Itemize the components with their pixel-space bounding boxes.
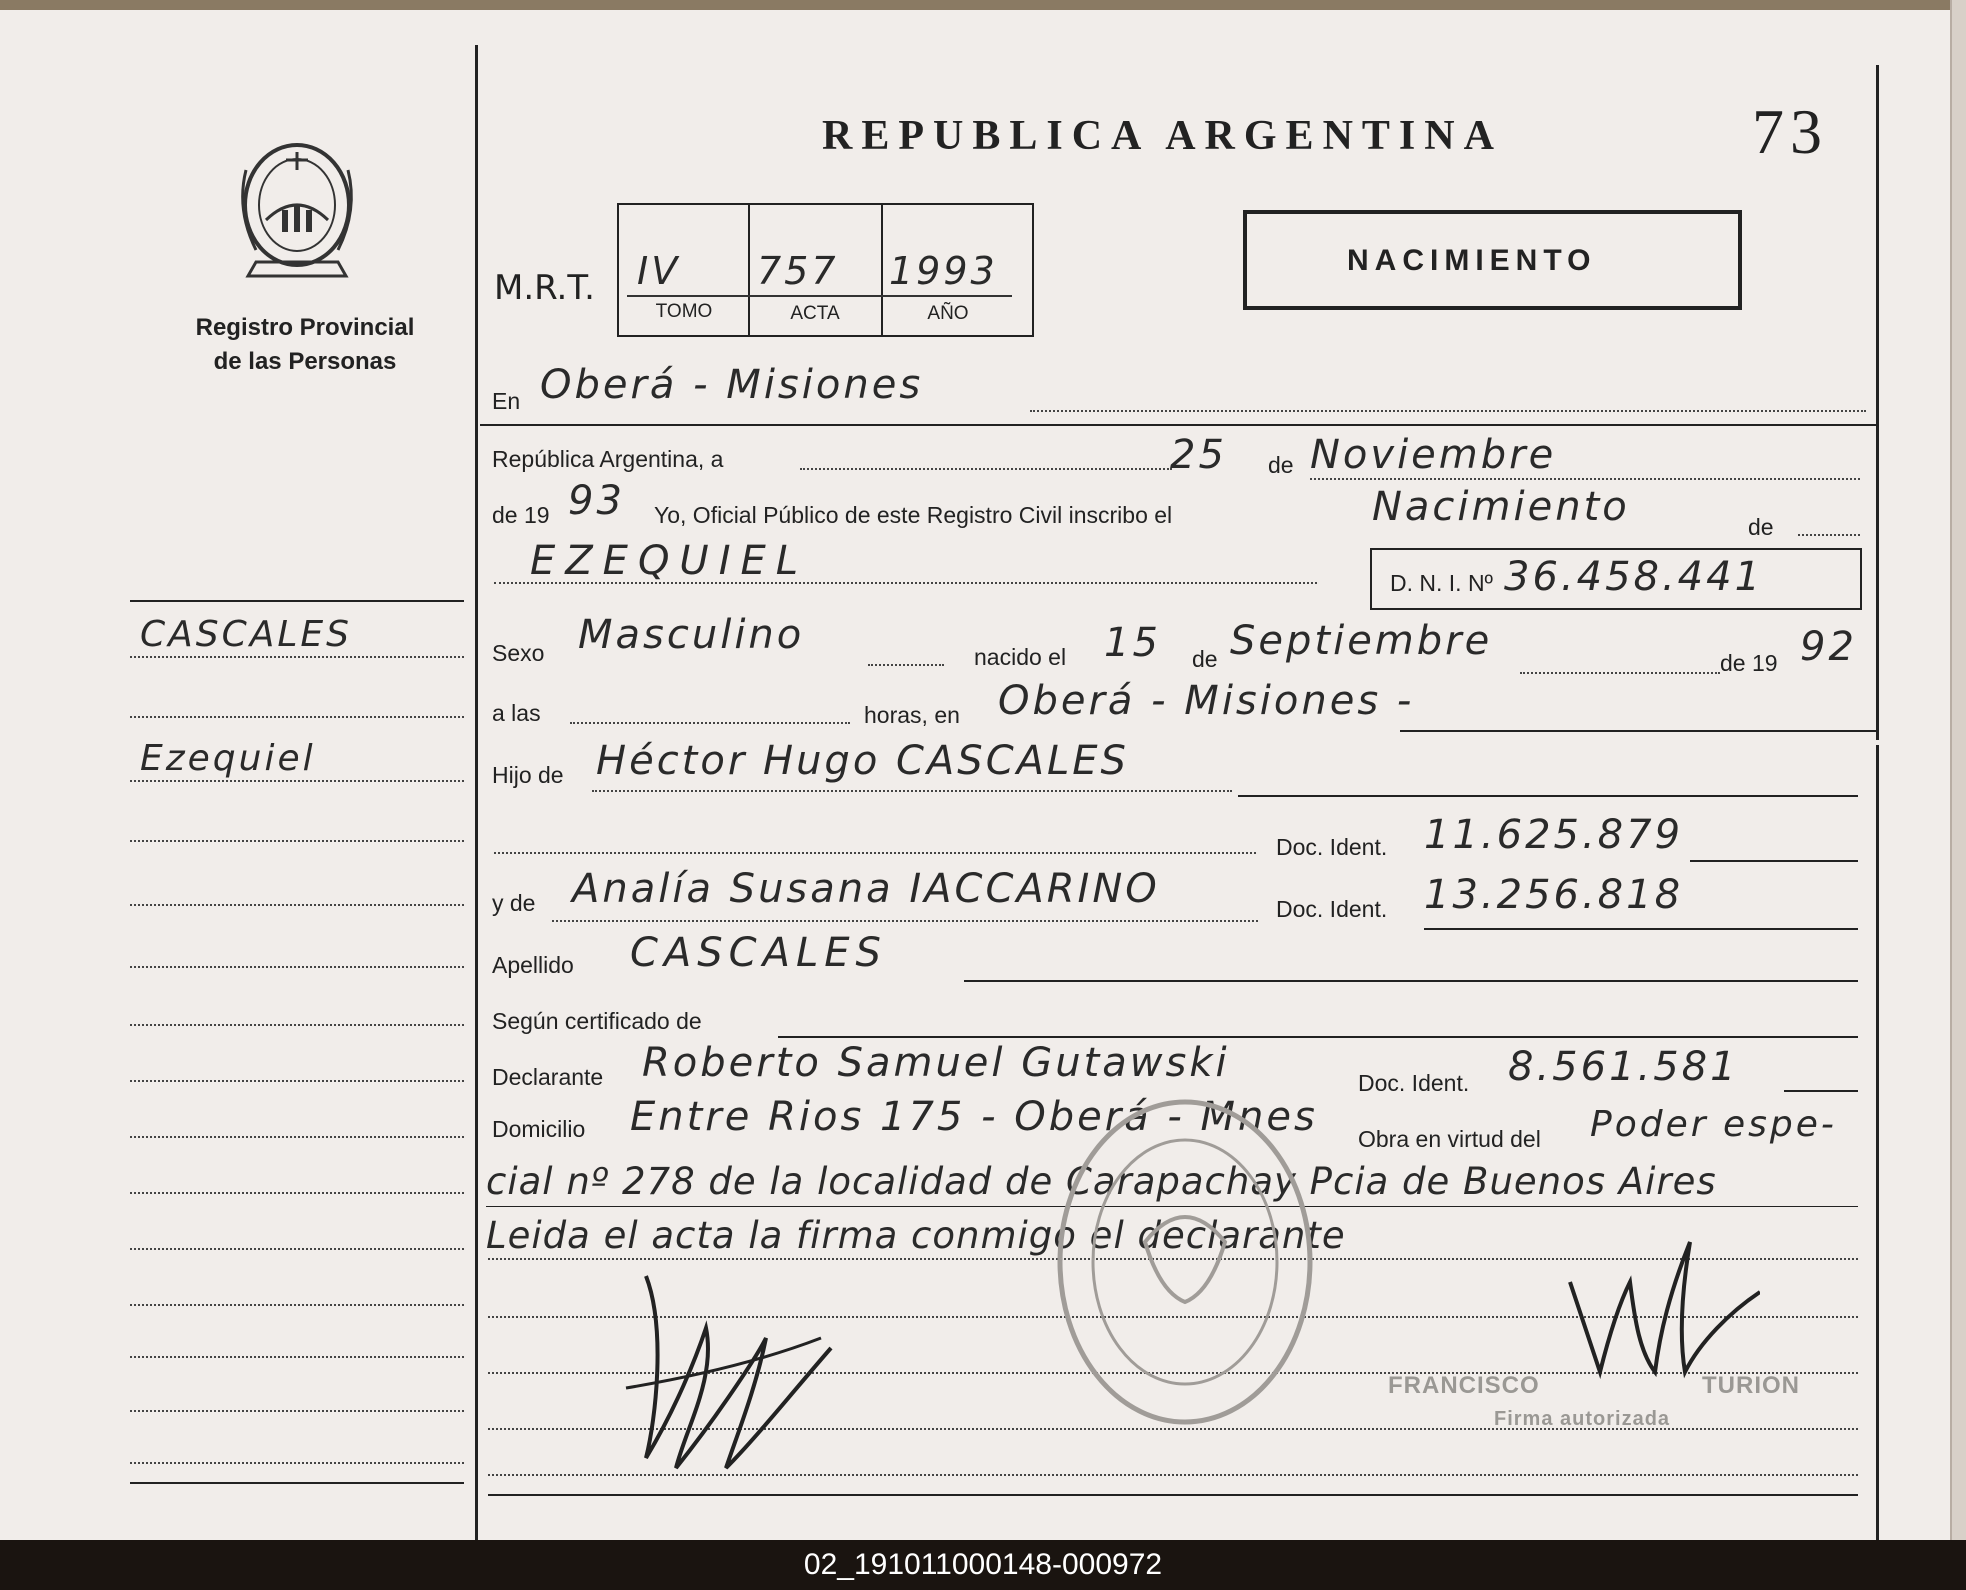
en-label: En — [492, 388, 521, 414]
declarante-label: Declarante — [492, 1064, 604, 1090]
side-row-3 — [130, 780, 464, 782]
side-row-4 — [130, 840, 464, 842]
side-row-8 — [130, 1080, 464, 1082]
org-name-line2: de las Personas — [213, 348, 397, 375]
madre-value: Analía Susana IACCARINO — [572, 866, 1160, 912]
record-type-box — [1243, 210, 1742, 310]
side-row-6 — [130, 966, 464, 968]
paper-right-edge — [1950, 0, 1966, 1540]
anio-value: 1993 — [889, 249, 998, 293]
acta-label: ACTA — [790, 303, 840, 324]
nac-mes: Septiembre — [1230, 618, 1493, 664]
declarante-doc-label: Doc. Ident. — [1358, 1070, 1470, 1096]
anio-registro: 93 — [568, 478, 625, 524]
padre-dots — [592, 790, 1232, 792]
en-value: Oberá - Misiones — [540, 362, 924, 408]
obra-line2: cial nº 278 de la localidad de Carapachay Pcia de Buenos Aires — [486, 1160, 1717, 1203]
horas-label: horas, en — [864, 702, 960, 728]
padre-doc-value: 11.625.879 — [1424, 812, 1684, 858]
declarante-signature-icon — [606, 1268, 836, 1478]
paper-top-edge — [0, 0, 1966, 10]
misiones-seal-icon — [226, 130, 368, 285]
acta-value: 757 — [757, 249, 839, 293]
lugar-value: Oberá - Misiones - — [998, 678, 1415, 724]
registry-value-rule — [627, 295, 1012, 297]
tomo-value: IV — [637, 249, 681, 293]
padre-underline — [1238, 795, 1858, 797]
dni-value: 36.458.441 — [1504, 554, 1764, 600]
right-border-upper — [1876, 65, 1879, 740]
obra-label: Obra en virtud del — [1358, 1126, 1541, 1152]
side-row-11 — [130, 1248, 464, 1250]
declarante-doc-value: 8.561.581 — [1508, 1044, 1739, 1090]
alas-underline — [570, 722, 850, 724]
side-row-13 — [130, 1356, 464, 1358]
yo-label: Yo, Oficial Público de este Registro Civil inscribo el — [654, 502, 1173, 528]
dni-label: D. N. I. Nº — [1390, 570, 1493, 596]
en-underline — [1030, 410, 1866, 412]
side-row-7 — [130, 1024, 464, 1026]
scan-id-footer: 02_191011000148-000972 — [803, 1548, 1163, 1581]
official-stamp-icon — [1050, 1092, 1320, 1432]
registry-box — [617, 203, 1034, 337]
left-column-top-rule — [130, 600, 464, 602]
acto-underline — [1798, 534, 1860, 536]
left-column-bottom-rule — [130, 1482, 464, 1484]
nac-dia: 15 — [1104, 620, 1161, 666]
official-surname: TURION — [1702, 1372, 1800, 1399]
side-apellido: CASCALES — [140, 614, 353, 655]
de-label-2: de — [1748, 514, 1774, 540]
padre-value: Héctor Hugo CASCALES — [596, 738, 1129, 784]
nombre-value: EZEQUIEL — [530, 538, 809, 584]
obra-value: Poder espe- — [1590, 1104, 1837, 1145]
closing-rule — [488, 1494, 1858, 1496]
apellido-value: CASCALES — [630, 930, 887, 976]
right-border-lower — [1876, 745, 1879, 1540]
nac-de19-label: de 19 — [1720, 650, 1778, 676]
de-label: de — [1268, 452, 1294, 478]
tomo-label: TOMO — [655, 301, 713, 322]
segun-underline — [778, 1036, 1858, 1038]
side-row-15 — [130, 1462, 464, 1464]
record-type: NACIMIENTO — [1347, 244, 1597, 277]
page-number: 73 — [1752, 96, 1828, 167]
mes-underline — [1310, 478, 1860, 480]
segun-label: Según certificado de — [492, 1008, 702, 1034]
side-row-12 — [130, 1304, 464, 1306]
side-row-1 — [130, 656, 464, 658]
dni-box — [1370, 548, 1862, 610]
apellido-label: Apellido — [492, 952, 574, 978]
row-rule-en — [480, 424, 1876, 426]
side-row-14 — [130, 1410, 464, 1412]
side-row-9 — [130, 1136, 464, 1138]
document-title: REPUBLICA ARGENTINA — [822, 113, 1503, 159]
official-role: Firma autorizada — [1494, 1408, 1671, 1430]
side-row-5 — [130, 904, 464, 906]
domicilio-label: Domicilio — [492, 1116, 586, 1142]
lugar-underline — [1400, 730, 1876, 732]
nac-mes-underline — [1520, 672, 1720, 674]
madre-doc-value: 13.256.818 — [1424, 872, 1684, 918]
nombre-underline — [494, 582, 1317, 584]
padre-doc-underline — [1690, 860, 1858, 862]
dia-underline — [800, 468, 1172, 470]
nac-anio: 92 — [1800, 624, 1857, 670]
madre-underline — [552, 920, 1258, 922]
madre-doc-label: Doc. Ident. — [1276, 896, 1388, 922]
apellido-underline — [964, 980, 1858, 982]
declarante-value: Roberto Samuel Gutawski — [642, 1040, 1230, 1086]
sexo-underline — [868, 664, 944, 666]
padre-line2-underline — [494, 852, 1256, 854]
obra-line3: Leida el acta la firma conmigo el declarante — [486, 1214, 1346, 1257]
madre-doc-underline — [1424, 928, 1858, 930]
sexo-value: Masculino — [578, 612, 805, 658]
republica-label: República Argentina, a — [492, 446, 724, 472]
nacido-label: nacido el — [974, 644, 1067, 670]
mes-value: Noviembre — [1310, 432, 1557, 478]
domicilio-value: Entre Rios 175 - Oberá - Mnes — [630, 1094, 1318, 1140]
org-name-line1: Registro Provincial — [195, 314, 415, 341]
yde-label: y de — [492, 890, 536, 916]
de19-label: de 19 — [492, 502, 550, 528]
declarante-doc-underline — [1784, 1090, 1858, 1092]
dia-value: 25 — [1170, 432, 1227, 478]
official-name: FRANCISCO — [1388, 1372, 1540, 1399]
side-nombre: Ezequiel — [140, 738, 316, 779]
sexo-label: Sexo — [492, 640, 545, 666]
side-row-2 — [130, 716, 464, 718]
anio-label: AÑO — [927, 303, 969, 324]
alas-label: a las — [492, 700, 541, 726]
side-row-10 — [130, 1192, 464, 1194]
official-signature-icon — [1560, 1222, 1760, 1392]
left-column-divider — [475, 45, 478, 1540]
nac-de-label: de — [1192, 646, 1218, 672]
registry-prefix: M.R.T. — [494, 268, 595, 308]
padre-doc-label: Doc. Ident. — [1276, 834, 1388, 860]
acto-value: Nacimiento — [1372, 484, 1630, 530]
hijo-label: Hijo de — [492, 762, 564, 788]
